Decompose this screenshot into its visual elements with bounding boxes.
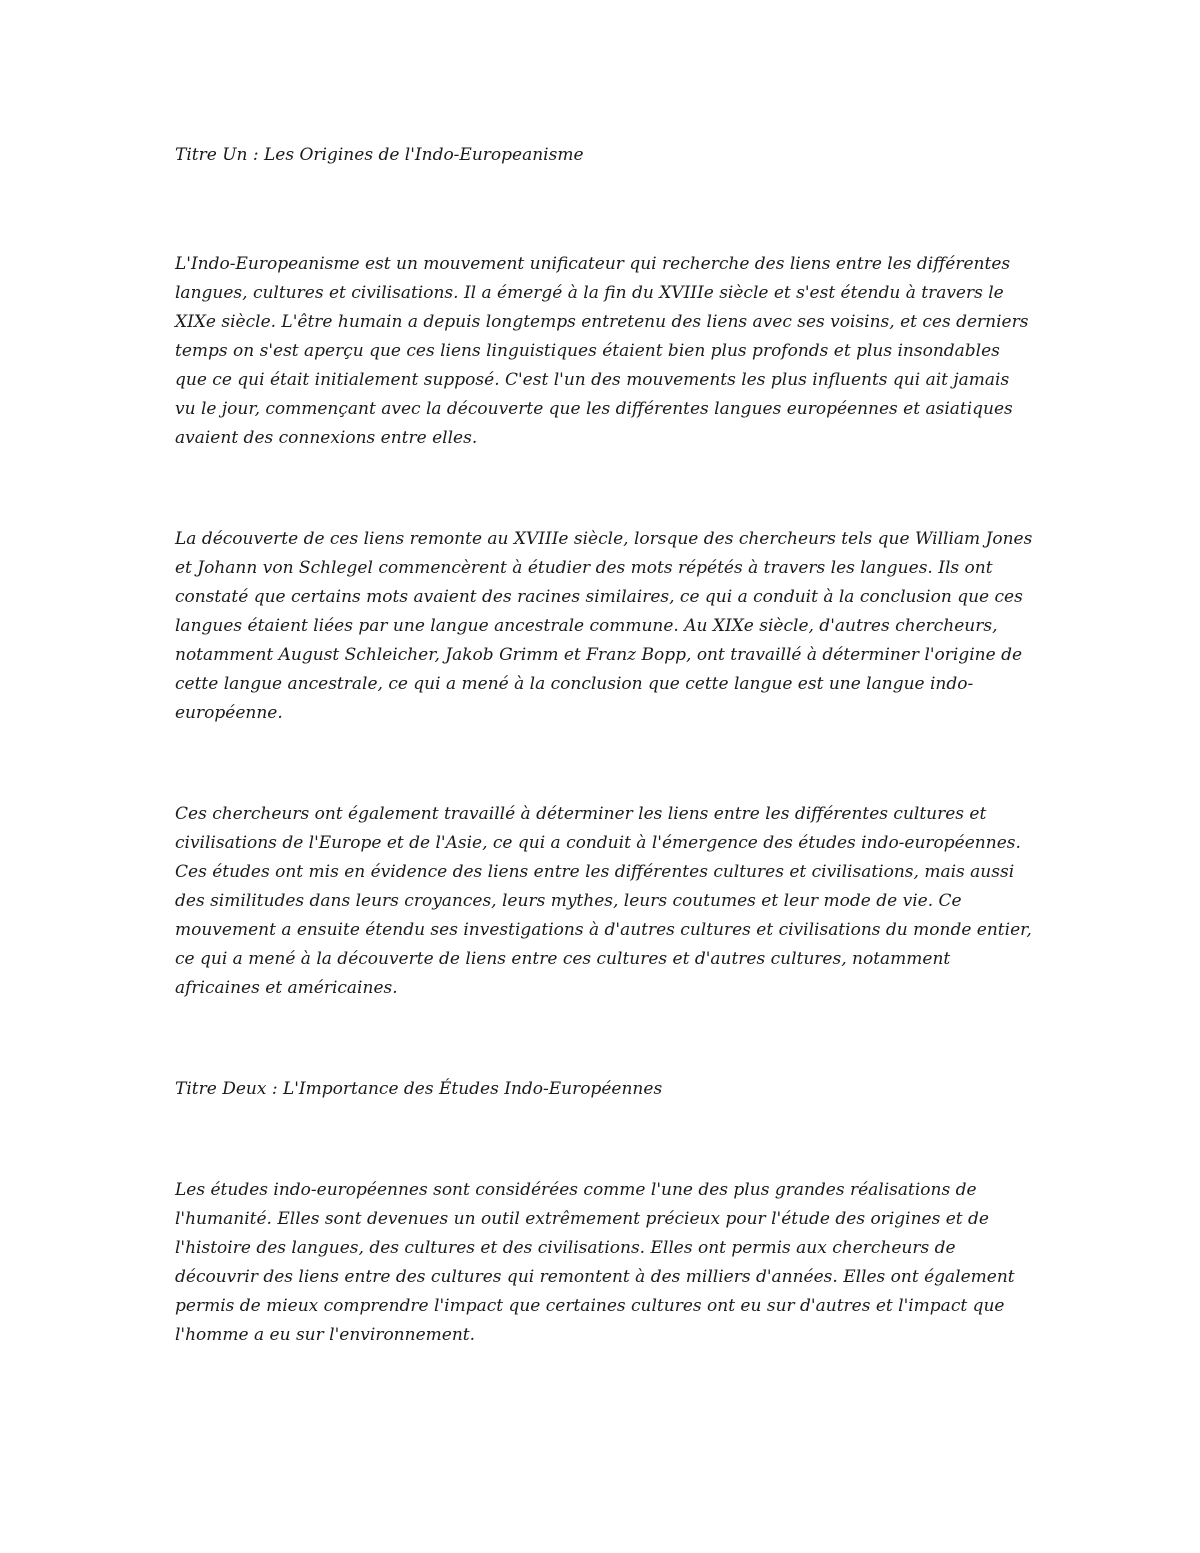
paragraph-4: Les études indo-européennes sont considérées comme l'une des plus grandes réalisations de l'humanité. Elles sont devenues un outil extrêmement précieux pour l'étude des origines et de l'histoire des langues, des cultures et des civilisations. Elles ont permis aux chercheurs de découvrir des liens entre des cultures qui remontent à des milliers d'années. Elles ont également permis de mieux comprendre l'impact que certaines cultures ont eu sur d'autres et l'impact que l'homme a eu sur l'environnement. bbox=[175, 1180, 1015, 1345]
paragraph-2: La découverte de ces liens remonte au XVIIIe siècle, lorsque des chercheurs tels que William Jones et Johann von Schlegel commencèrent à étudier des mots répétés à travers les langues. Ils ont constaté que certains mots avaient des racines similaires, ce qui a conduit à la conclusion que ces langues étaient liées par une langue ancestrale commune. Au XIXe siècle, d'autres chercheurs, notamment August Schleicher, Jakob Grimm et Franz Bopp, ont travaillé à déterminer l'origine de cette langue ancestrale, ce qui a mené à la conclusion que cette langue est une langue indo-européenne. bbox=[175, 529, 1033, 723]
paragraph-3: Ces chercheurs ont également travaillé à déterminer les liens entre les différentes cultures et civilisations de l'Europe et de l'Asie, ce qui a conduit à l'émergence des études indo-européennes. Ces études ont mis en évidence des liens entre les différentes cultures et civilisations, mais aussi des similitudes dans leurs croyances, leurs mythes, leurs coutumes et leur mode de vie. Ce mouvement a ensuite étendu ses investigations à d'autres cultures et civilisations du monde entier, ce qui a mené à la découverte de liens entre ces cultures et d'autres cultures, notamment africaines et américaines. bbox=[175, 804, 1032, 998]
section-title-2: Titre Deux : L'Importance des Études Indo-Européennes bbox=[175, 1079, 663, 1099]
section-title-1: Titre Un : Les Origines de l'Indo-Europeanisme bbox=[175, 145, 584, 165]
paragraph-1: L'Indo-Europeanisme est un mouvement unificateur qui recherche des liens entre les différentes langues, cultures et civilisations. Il a émergé à la fin du XVIIIe siècle et s'est étendu à travers le XIXe siècle. L'être humain a depuis longtemps entretenu des liens avec ses voisins, et ces derniers temps on s'est aperçu que ces liens linguistiques étaient bien plus profonds et plus insondables que ce qui était initialement supposé. C'est l'un des mouvements les plus influents qui ait jamais vu le jour, commençant avec la découverte que les différentes langues européennes et asiatiques avaient des connexions entre elles. bbox=[175, 254, 1029, 448]
document-body bbox=[175, 141, 1035, 1350]
